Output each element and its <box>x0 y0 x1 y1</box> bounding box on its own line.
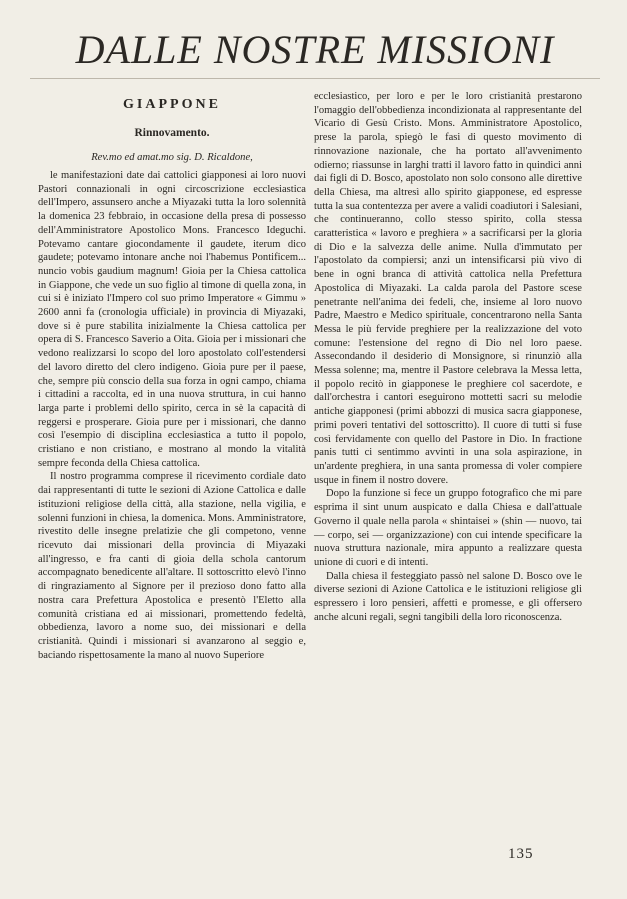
left-column <box>38 90 306 662</box>
body-paragraph: ecclesiastico, per loro e per le loro cristianità prestarono l'omaggio dell'obbedienza incondizionata al rappresentante del Vicario di Gesù Cristo. Mons. Amministratore Apostolico, prese la parola, spiegò le fasi di questo movimento di rinnovazione nazionale, che ha portato all'avvenimento odierno; riassunse in larghi tratti il lavoro fatto in quindici anni dai figli di D. Bosco, apostolato non solo consono alle direttive della Chiesa, ma altresì allo spirito giapponese, ed espresse tutta la sua contentezza per avere a validi coadiutori i Salesiani, che continueranno, collo stesso spirito, colla stessa caratteristica « lavoro e preghiera » a sacrificarsi per la gloria di Dio e la salvezza delle anime. Nulla d'immutato per l'apostolato da compiersi; anzi un intensificarsi più vivo di bene in ogni branca di attività cattolica nella Prefettura Apostolica di Miyazaki. La calda parola del Pastore scese penetrante nell'anima dei fedeli, che, insieme al loro nuovo Padre, Maestro e Medico spirituale, concentrarono nella Santa Messa le più fervide preghiere per la realizzazione del voto comune: l'estensione del regno di Dio nel loro paese. Assecondando il desiderio di Monsignore, si rinunziò alla Messa solenne; ma, mentre il Pastore celebrava la Messa letta, il popolo recitò in giapponese le preghiere col sacerdote, e dall'orchestra i cantori eseguirono mottetti sacri su melodie antiche giapponesi (primi abbozzi di musica sacra giapponese, primi poveri tentativi del sottoscritto). Il cuore di tutti si fuse così fervidamente con quello del Pastore in Dio. In fractione panis tutti ci sentimmo avvinti in una sola aspirazione, in un'ardente preghiera, in una santa promessa di voler compiere usque in finem il nostro dovere. <box>314 91 582 486</box>
section-title: GIAPPONE <box>123 97 221 112</box>
right-column <box>314 90 582 624</box>
page-number: 135 <box>508 846 534 862</box>
title-divider <box>30 78 600 79</box>
body-paragraph: Dalla chiesa il festeggiato passò nel salone D. Bosco ove le diverse sezioni di Azione Cattolica e le istituzioni religiose gli espressero i loro pensieri, affetti e promesse, e gli offersero anche alcuni regali, segni tangibili della loro riconoscenza. <box>314 570 582 623</box>
body-paragraph: le manifestazioni date dai cattolici giapponesi ai loro nuovi Pastori connazionali in ogni circoscrizione ecclesiastica dell'Impero, assunsero anche a Miyazaki tutta la loro solennità la domenica 23 febbraio, in occasione della presa di possesso dell'Amministratore Apostolico Mons. Francesco Ideguchi. Potevamo cantare giocondamente il gaudete, iterum dico gaudete; potevamo intonare anche noi l'habemus Pontificem... nuncio vobis gaudium magnum! Gioia per la Chiesa cattolica in Giappone, che vede un suo figlio al timone di quella zona, in cui si è iniziato l'Impero col suo primo Imperatore « Gimmu » 2600 anni fa (cronologia ufficiale) in provincia di Miyazaki, dove si è pure stabilita inizialmente la Chiesa cattolica per opera di S. Francesco Saverio a Oita. Gioia per i missionari che vedono realizzarsi lo scopo del loro apostolato coll'estendersi del lavoro diretto del clero indigeno. Gioia pure per il paese, che, sempre più conscio della sua forza in ogni campo, chiama i cittadini a raccolta, ed in una nuova struttura, in cui hanno larga parte i problemi dello spirito, cerca in sè la capacità di reggersi e prosperare. Gioia pure per i missionari, che danno così l'esempio di disciplina ecclesiastica a tutto il popolo, cristiano e non cristiano, e mostrano al mondo la vitalità sempre feconda della Chiesa cattolica. <box>38 170 306 469</box>
letter-salutation: Rev.mo ed amat.mo sig. D. Ricaldone, <box>91 152 253 163</box>
page-title: DALLE NOSTRE MISSIONI <box>75 27 555 72</box>
section-subtitle: Rinnovamento. <box>134 127 210 139</box>
body-paragraph: Dopo la funzione si fece un gruppo fotografico che mi pare esprima il sint unum auspicato e dalla Chiesa e dall'attuale Governo il quale nella parola « shintaisei » (shin — nuovo, tai — corpo, sei — organizzazione) con cui intende specificare la nuova struttura nazionale, mira appunto a realizzare questa unione di cuori e di intenti. <box>314 488 582 568</box>
body-paragraph: Il nostro programma comprese il ricevimento cordiale dato dai rappresentanti di tutte le sezioni di Azione Cattolica e dalle istituzioni religiose della città, alla stazione, nella vigilia, e solenni funzioni in chiesa, la domenica. Mons. Amministratore, rivestito delle insegne prelatizie che gli competono, venne ricevuto dai missionari della provincia di Miyazaki all'ingresso, e fra canti di gioia della schola cantorum accompagnato benedicente all'altare. Il sottoscritto elevò l'inno di ringraziamento al Signore per il prezioso dono fatto alla nostra cara Prefettura Apostolica e presentò l'Eletto alla comunità cristiana ed ai missionari, promettendo fedeltà, obbedienza, lavoro a nome suo, dei missionari e della cristianità. Quindi i missionari si avanzarono al seggio e, baciando rispettosamente la mano al nuovo Superiore <box>38 471 307 661</box>
